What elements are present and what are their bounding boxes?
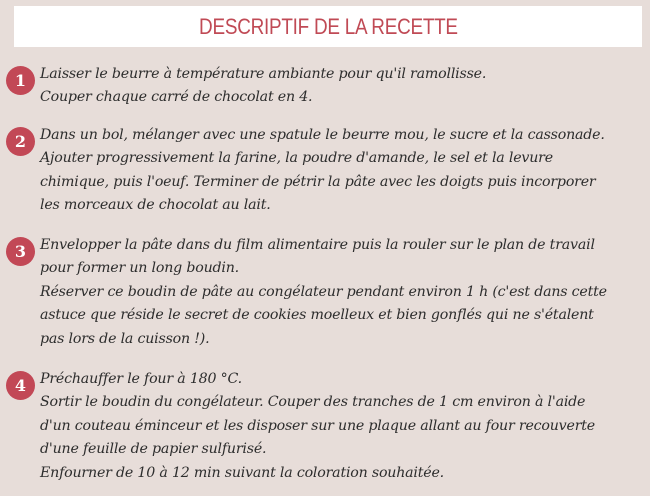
step-number-badge: 2: [6, 127, 35, 156]
step-line: Réserver ce boudin de pâte au congélateur pendant environ 1 h (c'est dans cette: [40, 283, 607, 300]
step-line: Sortir le boudin du congélateur. Couper des tranches de 1 cm environ à l'aide: [40, 394, 586, 411]
step-line: astuce que réside le secret de cookies moelleux et bien gonflés qui ne s'étalent: [40, 307, 594, 324]
title-banner: [14, 6, 642, 47]
step-text: [40, 63, 645, 110]
page-title: DESCRIPTIF DE LA RECETTE: [198, 13, 458, 39]
step-line: Couper chaque carré de chocolat en 4.: [40, 89, 313, 106]
step-text: [40, 368, 645, 485]
step-line: Ajouter progressivement la farine, la poudre d'amande, le sel et la levure: [40, 150, 553, 167]
step-line: Laisser le beurre à température ambiante pour qu'il ramollisse.: [40, 66, 487, 82]
step-number-badge: 3: [6, 237, 35, 266]
step-text: [40, 124, 645, 218]
step-line: chimique, puis l'oeuf. Terminer de pétrir la pâte avec les doigts puis incorporer: [40, 173, 596, 190]
step-line: Préchauffer le four à 180 °C.: [40, 371, 242, 387]
step-number-badge: 1: [6, 66, 35, 95]
step-line: Envelopper la pâte dans du film alimentaire puis la rouler sur le plan de travail: [40, 237, 595, 253]
step-line: Enfourner de 10 à 12 min suivant la coloration souhaitée.: [40, 464, 444, 481]
step-text: [40, 234, 645, 351]
step-line: d'une feuille de papier sulfurisé.: [40, 441, 267, 458]
step-line: d'un couteau éminceur et les disposer sur une plaque allant au four recouverte: [40, 417, 595, 434]
step-line: pas lors de la cuisson !).: [40, 330, 210, 347]
step-line: pour former un long boudin.: [40, 260, 239, 277]
step-line: Dans un bol, mélanger avec une spatule le beurre mou, le sucre et la cassonade.: [40, 127, 605, 143]
step-number-badge: 4: [6, 371, 35, 400]
step-line: les morceaux de chocolat au lait.: [40, 197, 271, 214]
